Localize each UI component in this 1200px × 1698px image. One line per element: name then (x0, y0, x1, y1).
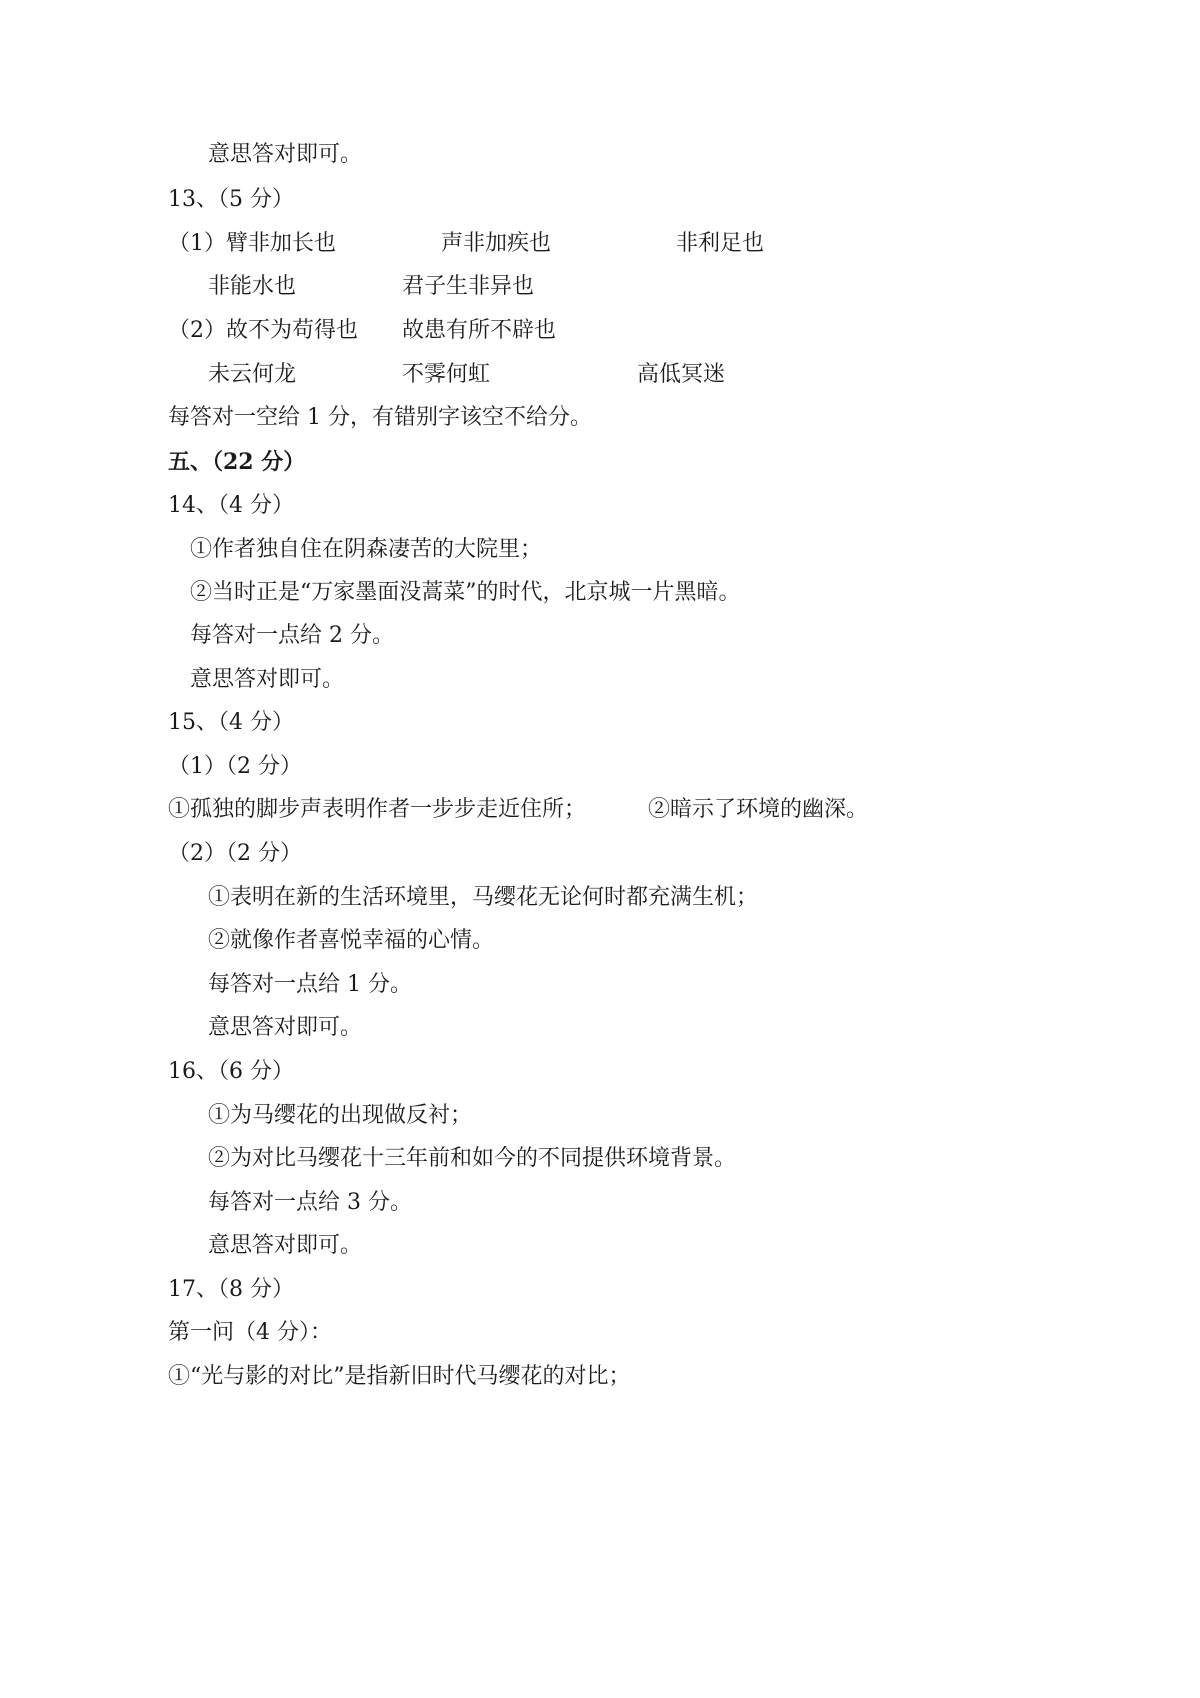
q13-blank: 声非加疾也 (441, 231, 552, 256)
q13-blank: 非能水也 (208, 274, 297, 299)
q17-heading: 17、（8 分） (168, 1277, 294, 1302)
q13-blank: 未云何龙 (208, 362, 297, 387)
q13-blank: 故患有所不辟也 (402, 318, 557, 343)
q15-heading: 15、（4 分） (168, 710, 294, 735)
q15-scoring: 每答对一点给 1 分。 (208, 972, 412, 997)
q12-meaning-note: 意思答对即可。 (208, 142, 363, 167)
q16-point: ①为马缨花的出现做反衬； (208, 1103, 473, 1128)
q14-scoring: 每答对一点给 2 分。 (190, 623, 394, 648)
section5-heading: 五、（22 分） (168, 449, 306, 475)
q15-part2-heading: （2）（2 分） (168, 841, 302, 866)
q15-point: ①表明在新的生活环境里，马缨花无论何时都充满生机； (208, 885, 759, 910)
q13-blank: 臂非加长也 (226, 231, 337, 256)
q14-heading: 14、（4 分） (168, 493, 294, 518)
q15-point: ①孤独的脚步声表明作者一步步走近住所； (168, 797, 587, 822)
q16-meaning-note: 意思答对即可。 (208, 1233, 363, 1258)
q14-meaning-note: 意思答对即可。 (190, 667, 345, 692)
q13-part1-label: （1） (168, 231, 226, 256)
q13-blank: 君子生非异也 (402, 274, 535, 299)
q15-meaning-note: 意思答对即可。 (208, 1015, 363, 1040)
q15-part1-heading: （1）（2 分） (168, 754, 302, 779)
q14-point: ①作者独自住在阴森凄苦的大院里； (190, 537, 543, 562)
q16-point: ②为对比马缨花十三年前和如今的不同提供环境背景。 (208, 1146, 737, 1171)
q13-blank: 高低冥迷 (637, 362, 726, 387)
q13-heading: 13、（5 分） (168, 187, 294, 212)
q17-point: ①“光与影的对比”是指新旧时代马缨花的对比； (168, 1364, 631, 1389)
q13-part2-label: （2） (168, 318, 226, 343)
q13-blank: 非利足也 (676, 231, 765, 256)
q16-scoring: 每答对一点给 3 分。 (208, 1190, 412, 1215)
q14-point: ②当时正是“万家墨面没蒿菜”的时代，北京城一片黑暗。 (190, 580, 741, 605)
q13-scoring: 每答对一空给 1 分，有错别字该空不给分。 (168, 405, 592, 430)
q15-point: ②暗示了环境的幽深。 (648, 797, 869, 822)
q15-point: ②就像作者喜悦幸福的心情。 (208, 928, 495, 953)
q13-blank: 不霁何虹 (402, 362, 491, 387)
q17-sub-heading: 第一问（4 分）： (168, 1320, 332, 1345)
q16-heading: 16、（6 分） (168, 1059, 294, 1084)
q13-blank: 故不为苟得也 (226, 318, 359, 343)
